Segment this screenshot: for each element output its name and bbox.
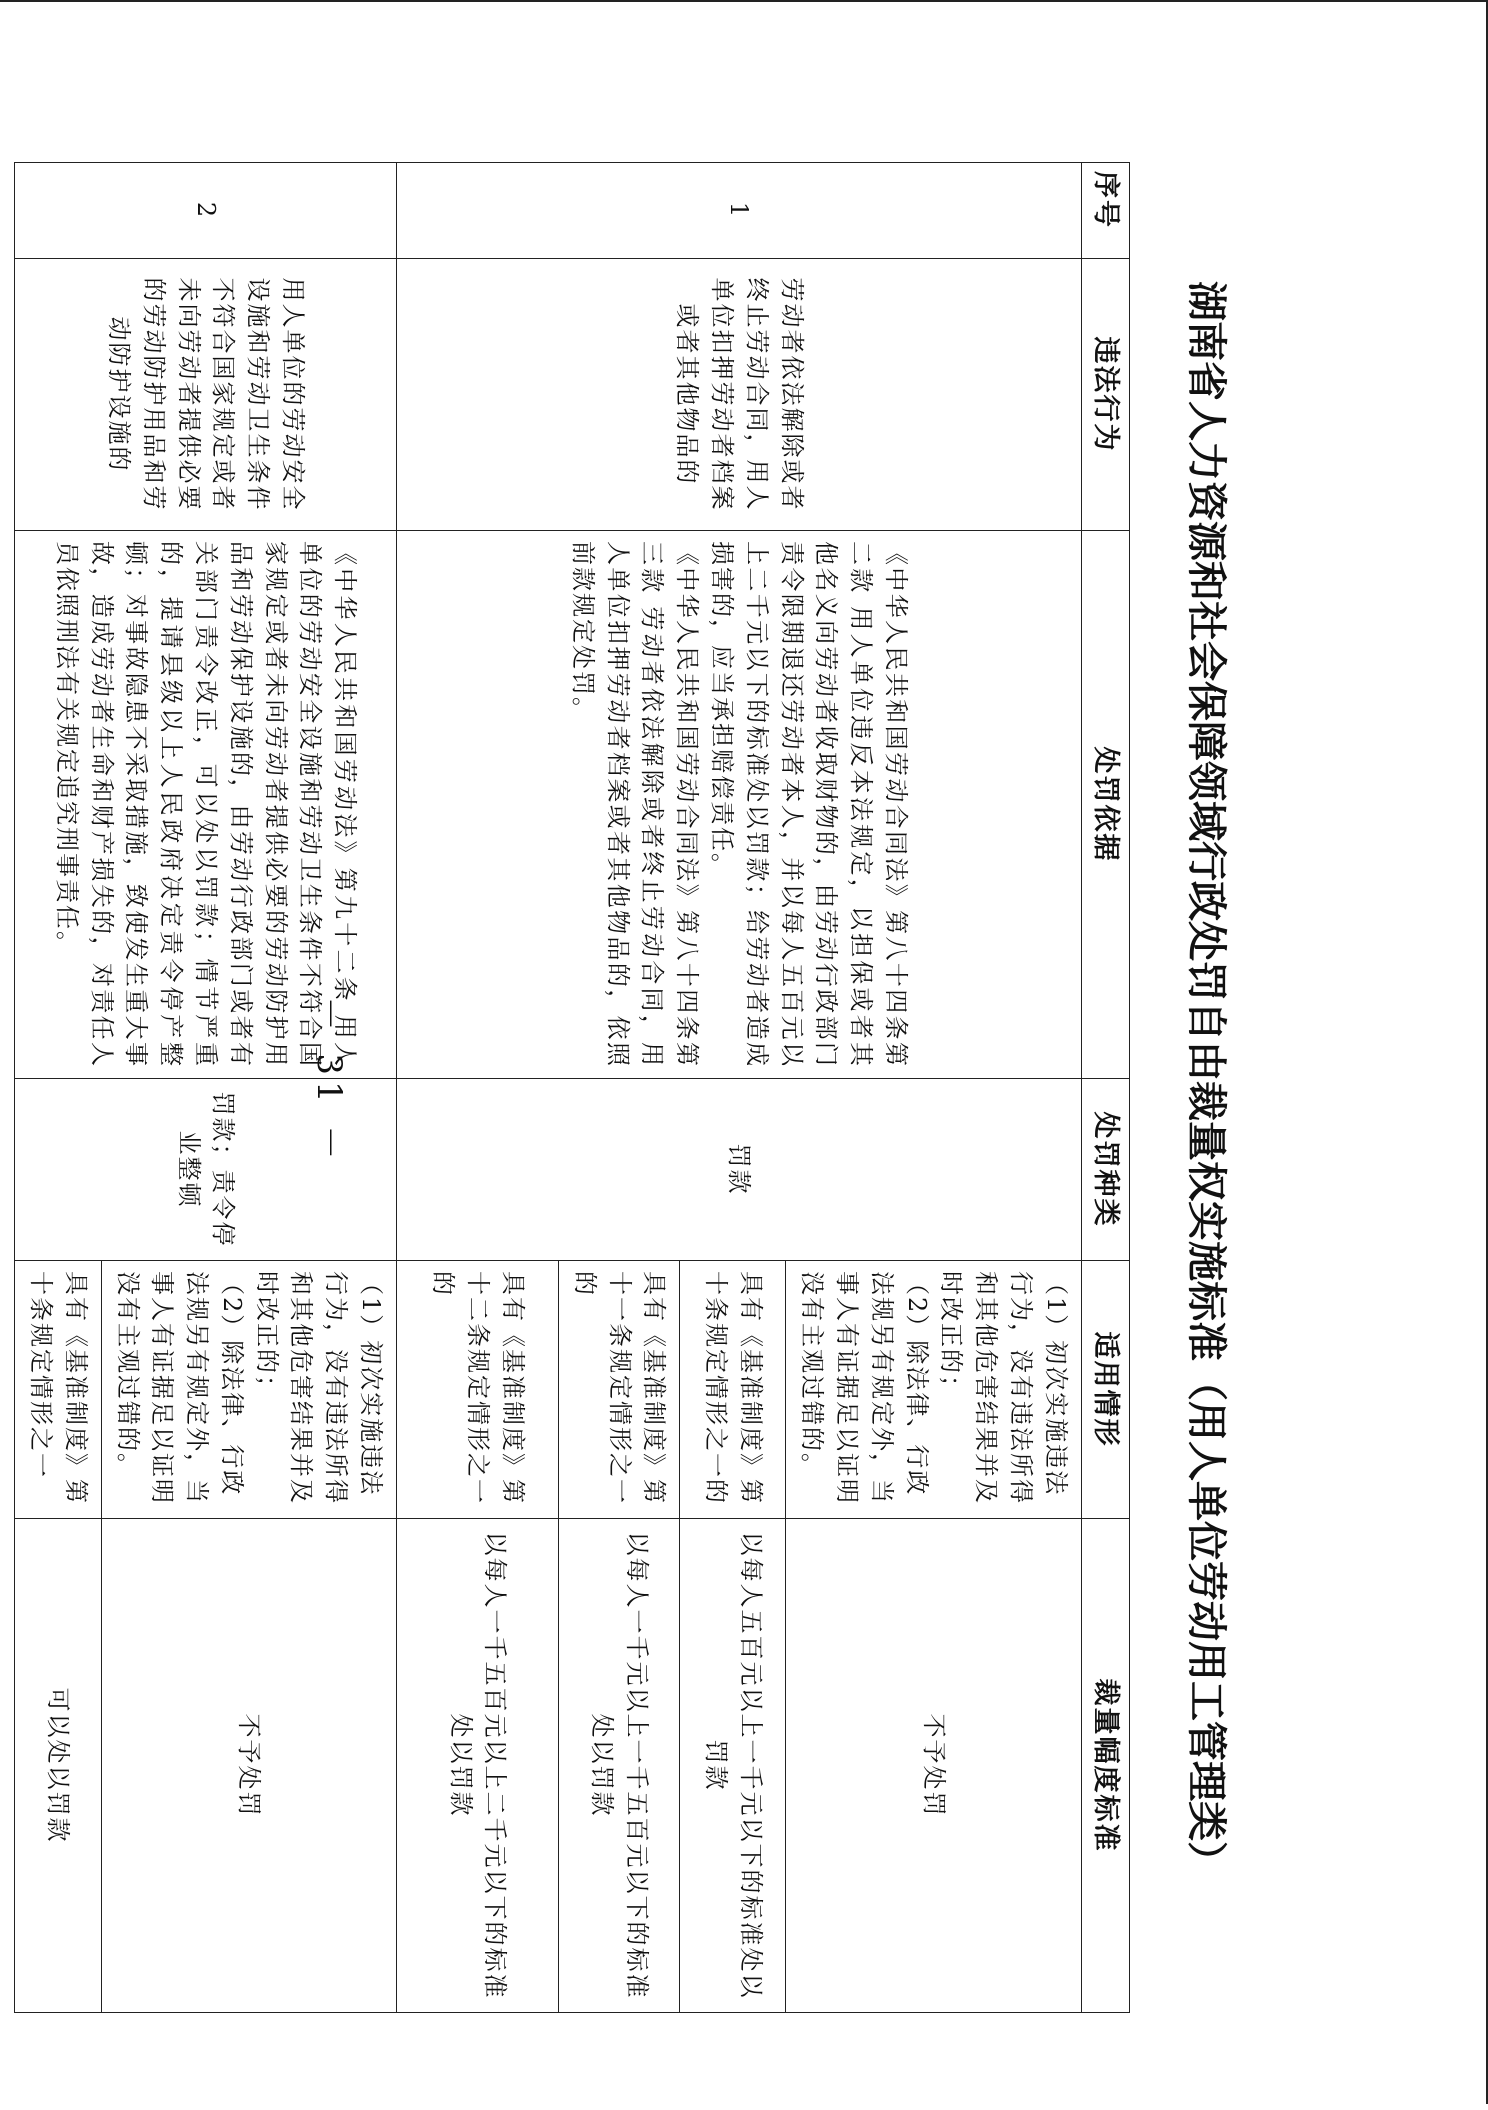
situation-text: （1）初次实施违法行为，没有违法所得和其他危害结果并及时改正的； （2）除法律、行政法规另有规定外，当事人有证据足以证明没有主观过错的。	[786, 1261, 1081, 1519]
discretion-standard: 不予处罚	[786, 1519, 1081, 2013]
discretion-standard: 不予处罚	[101, 1519, 396, 2013]
discretion-standard: 以每人五百元以上一千元以下的标准处以罚款	[680, 1519, 786, 2013]
rotated-page	[26, 150, 1420, 2110]
situation-text: 具有《基准制度》第十二条规定情形之一的	[397, 1261, 559, 1519]
situation-text: 具有《基准制度》第十条规定情形之一的	[680, 1261, 786, 1519]
penalty-type: 罚款	[397, 1079, 1082, 1261]
header-basis: 处罚依据	[1081, 531, 1129, 1079]
situation-text: 具有《基准制度》第十条规定情形之一	[15, 1261, 102, 1519]
discretion-standard: 以每人一千五百元以上二千元以下的标准处以罚款	[397, 1519, 559, 2013]
penalty-basis-text: 《中华人民共和国劳动法》第九十二条 用人单位的劳动安全设施和劳动卫生条件不符合国家规定或者未向劳动者提供必要的劳动防护用品和劳动保护设施的，由劳动行政部门或者有关部门责令改正，可以处以罚款；情节严重的，提请县级以上人民政府决定责令停产整顿；对事故隐患不采取措施，致使发生重大事故，造成劳动者生命和财产损失的，对责任人员依照刑法有关规定追究刑事责任。	[15, 531, 397, 1079]
page-number: － 31 －	[309, 996, 349, 1166]
discretion-standard: 可以处以罚款	[15, 1519, 102, 2013]
violation-text: 劳动者依法解除或者终止劳动合同，用人单位扣押劳动者档案或者其他物品的	[397, 259, 1082, 531]
header-row	[1081, 163, 1129, 2013]
penalty-type: 罚款；责令停业整顿	[15, 1079, 397, 1261]
table-row	[786, 163, 1081, 2013]
header-standard: 裁量幅度标准	[1081, 1519, 1129, 2013]
penalty-basis-text: 《中华人民共和国劳动合同法》第八十四条第二款 用人单位违反本法规定，以担保或者其他名义向劳动者收取财物的，由劳动行政部门责令限期退还劳动者本人，并以每人五百元以上二千元以下的标准处以罚款；给劳动者造成损害的，应当承担赔偿责任。 《中华人民共和国劳动合同法》第八十四条第三款 劳动者依法解除或者终止劳动合同，用人单位扣押劳动者档案或者其他物品的，依照前款规定处罚。	[397, 531, 1082, 1079]
document-title: 湖南省人力资源和社会保障领域行政处罚自由裁量权实施标准（用人单位劳动用工管理类）	[1183, 281, 1229, 1881]
header-penalty-type: 处罚种类	[1081, 1079, 1129, 1261]
header-violation: 违法行为	[1081, 259, 1129, 531]
discretion-standard: 以每人一千元以上一千五百元以下的标准处以罚款	[559, 1519, 680, 2013]
row-number: 1	[397, 163, 1082, 259]
violation-text: 用人单位的劳动安全设施和劳动卫生条件不符合国家规定或者未向劳动者提供必要的劳动防护用品和劳动防护设施的	[15, 259, 397, 531]
situation-text: （1）初次实施违法行为，没有违法所得和其他危害结果并及时改正的； （2）除法律、行政法规另有规定外，当事人有证据足以证明没有主观过错的。	[101, 1261, 396, 1519]
situation-text: 具有《基准制度》第十一条规定情形之一的	[559, 1261, 680, 1519]
header-situation: 适用情形	[1081, 1261, 1129, 1519]
header-no: 序号	[1081, 163, 1129, 259]
row-number: 2	[15, 163, 397, 259]
penalty-standard-table	[14, 162, 1130, 2013]
